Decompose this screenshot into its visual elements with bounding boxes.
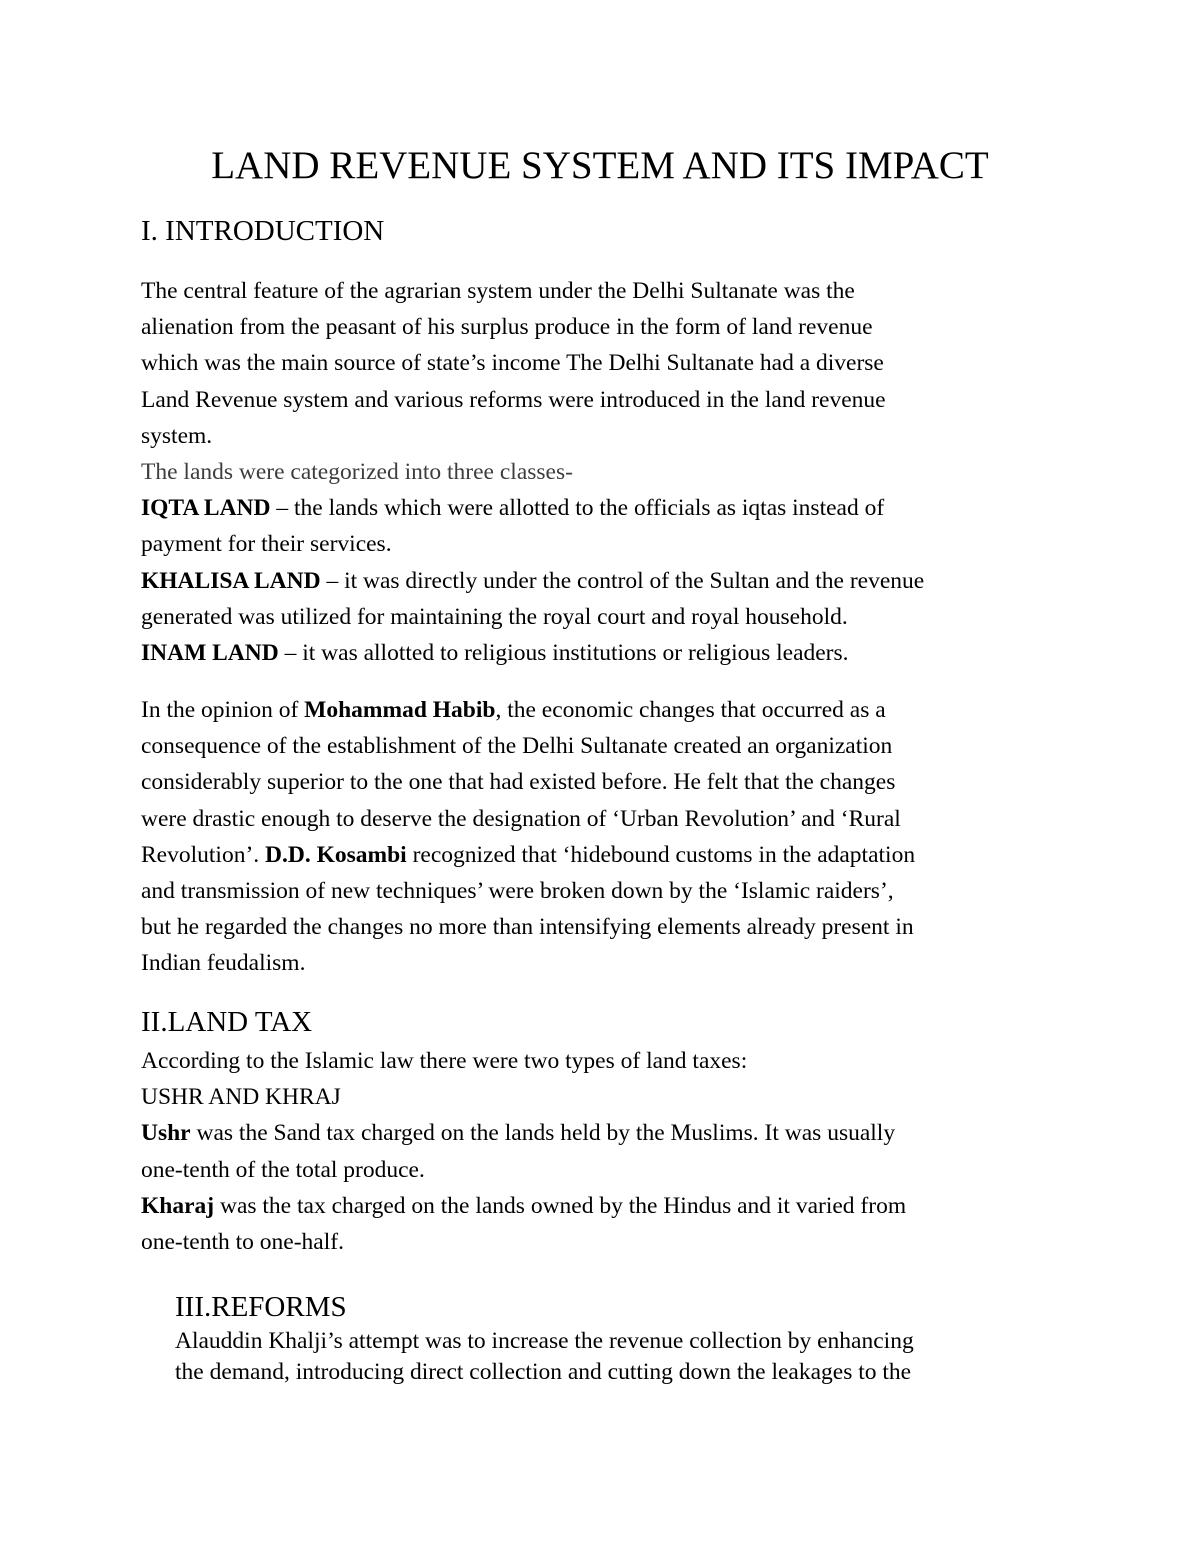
habib-line-text: In the opinion of	[141, 697, 305, 723]
habib-line: were drastic enough to deserve the designation of ‘Urban Revolution’ and ‘Rural	[141, 805, 901, 832]
iqta-land-text: – the lands which were allotted to the officials as iqtas instead of	[270, 495, 885, 522]
habib-line-text: Revolution’.	[141, 841, 266, 868]
kharaj-term: Kharaj	[141, 1192, 215, 1219]
land-tax-line: According to the Islamic law there were two types of land taxes:	[141, 1048, 748, 1074]
intro-line: Land Revenue system and various reforms were introduced in the land revenue	[141, 386, 886, 413]
mohammad-habib-name: Mohammad Habib	[304, 697, 496, 723]
iqta-land-definition	[141, 490, 1081, 526]
iqta-land-term: IQTA LAND	[141, 495, 271, 522]
habib-line: Indian feudalism.	[141, 950, 306, 977]
intro-line: alienation from the peasant of his surplus produce in the form of land revenue	[141, 314, 873, 341]
kharaj-definition	[141, 1188, 1081, 1224]
land-tax-paragraph	[141, 1043, 1081, 1260]
habib-line: considerably superior to the one that had existed before. He felt that the changes	[141, 769, 896, 796]
intro-line: which was the main source of state’s income The Delhi Sultanate had a diverse	[141, 350, 884, 377]
khalisa-land-text: – it was directly under the control of the Sultan and the revenue	[320, 567, 925, 594]
ushr-continuation: one-tenth of the total produce.	[141, 1156, 425, 1183]
inam-land-text: – it was allotted to religious institutions or religious leaders.	[278, 640, 849, 667]
section-heading-reforms: III.REFORMS	[175, 1291, 347, 1323]
ushr-text: was the Sand tax charged on the lands held by the Muslims. It was usually	[190, 1120, 896, 1147]
ushr-term: Ushr	[141, 1120, 191, 1147]
reforms-line: Alauddin Khalji’s attempt was to increase the revenue collection by enhancing	[175, 1328, 914, 1354]
section-heading-land-tax: II.LAND TAX	[141, 1006, 313, 1038]
inam-land-definition	[141, 635, 1081, 671]
section-heading-introduction: I. INTRODUCTION	[141, 215, 385, 247]
habib-line-text: , the economic changes that occurred as a	[495, 697, 886, 723]
habib-line	[141, 837, 1081, 873]
habib-line-text: recognized that ‘hidebound customs in the adaptation	[406, 841, 916, 868]
reforms-paragraph	[175, 1326, 1075, 1388]
document-title: LAND REVENUE SYSTEM AND ITS IMPACT	[211, 144, 989, 187]
iqta-land-continuation: payment for their services.	[141, 531, 392, 558]
reforms-line: the demand, introducing direct collection and cutting down the leakages to the	[175, 1359, 912, 1385]
land-tax-line: USHR AND KHRAJ	[141, 1084, 341, 1111]
habib-line: but he regarded the changes no more than intensifying elements already present in	[141, 914, 914, 941]
intro-line: The central feature of the agrarian system under the Delhi Sultanate was the	[141, 278, 855, 304]
khalisa-land-continuation: generated was utilized for maintaining the royal court and royal household.	[141, 603, 848, 630]
khalisa-land-term: KHALISA LAND	[141, 567, 321, 594]
kharaj-text: was the tax charged on the lands owned by the Hindus and it varied from	[214, 1192, 907, 1219]
intro-line: system.	[141, 422, 213, 449]
khalisa-land-definition	[141, 563, 1081, 599]
habib-paragraph	[141, 692, 1081, 982]
intro-paragraph	[141, 273, 1081, 671]
inam-land-term: INAM LAND	[141, 640, 279, 667]
dd-kosambi-name: D.D. Kosambi	[265, 841, 407, 868]
habib-line: consequence of the establishment of the Delhi Sultanate created an organization	[141, 733, 893, 760]
kharaj-continuation: one-tenth to one-half.	[141, 1229, 344, 1256]
habib-line: and transmission of new techniques’ were broken down by the ‘Islamic raiders’,	[141, 878, 894, 905]
ushr-definition	[141, 1115, 1081, 1151]
habib-line	[141, 692, 1081, 728]
land-classes-intro: The lands were categorized into three classes-	[141, 459, 573, 486]
